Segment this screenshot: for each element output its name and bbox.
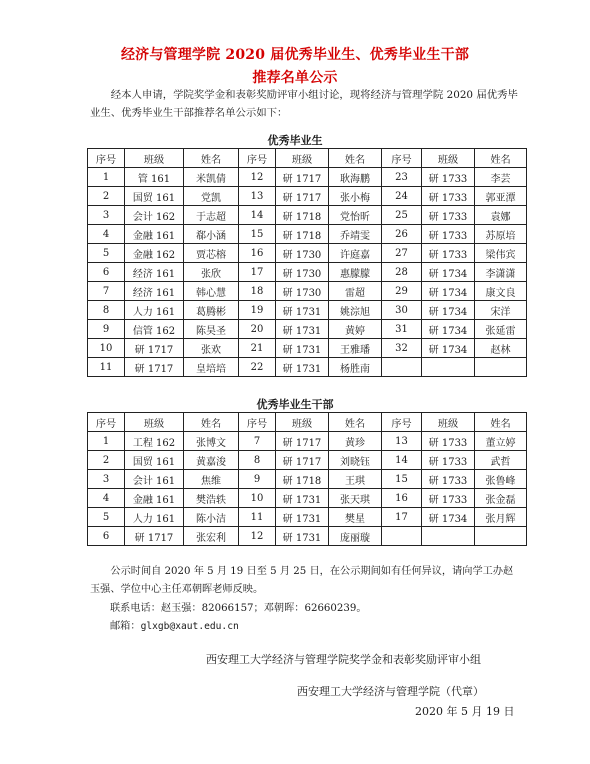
email-address: glxgb@xaut.edu.cn (140, 621, 239, 632)
table-row (88, 451, 527, 470)
table-cell: 31 (382, 320, 422, 339)
table-cell: 15 (239, 225, 276, 244)
table-cell: 苏原培 (475, 225, 527, 244)
table-cell (475, 358, 527, 377)
table-row (88, 320, 527, 339)
column-header: 序号 (382, 413, 422, 432)
table-cell: 张宏利 (184, 527, 239, 546)
table-cell: 张小梅 (329, 187, 382, 206)
table-cell: 1 (88, 168, 125, 187)
table-cell: 27 (382, 244, 422, 263)
table-row (88, 358, 527, 377)
table-cell: 研 1731 (276, 508, 329, 527)
table-cell: 5 (88, 508, 125, 527)
table-cell: 29 (382, 282, 422, 301)
column-header: 序号 (88, 149, 125, 168)
table-cell: 21 (239, 339, 276, 358)
table-cell: 12 (239, 168, 276, 187)
table-cell: 研 1717 (125, 339, 184, 358)
table-cell: 王雅璠 (329, 339, 382, 358)
table-row (88, 187, 527, 206)
table-cell: 于志超 (184, 206, 239, 225)
contact-phone: 联系电话：赵玉强：82066157；邓朝晖：62660239。 (110, 603, 367, 614)
column-header: 姓名 (329, 149, 382, 168)
table-cell: 研 1733 (422, 225, 475, 244)
table-cell: 葛腾彬 (184, 301, 239, 320)
table-cell: 雷超 (329, 282, 382, 301)
table-cell: 研 1733 (422, 489, 475, 508)
table-cell: 8 (239, 451, 276, 470)
table-row (88, 225, 527, 244)
table-cell: 黄婷 (329, 320, 382, 339)
table-cell: 王琪 (329, 470, 382, 489)
table-cell: 米凯倩 (184, 168, 239, 187)
table-cell: 宋洋 (475, 301, 527, 320)
table-cell: 樊浩轶 (184, 489, 239, 508)
column-header: 班级 (276, 413, 329, 432)
table-cell: 韩心慧 (184, 282, 239, 301)
table-cell: 研 1717 (276, 168, 329, 187)
table-cell: 金融 161 (125, 225, 184, 244)
table-cell: 庞丽璇 (329, 527, 382, 546)
intro-paragraph: 经本人申请，学院奖学金和表彰奖励评审小组讨论，现将经济与管理学院 2020 届优秀毕业生、优秀毕业生干部推荐名单公示如下： (90, 89, 518, 119)
table-cell: 工程 162 (125, 432, 184, 451)
signature-date: 2020 年 5 月 19 日 (415, 705, 515, 718)
table-cell: 金融 162 (125, 244, 184, 263)
column-header: 序号 (239, 149, 276, 168)
table-cell: 9 (239, 470, 276, 489)
table-cell: 研 1733 (422, 244, 475, 263)
table-cell: 信管 162 (125, 320, 184, 339)
table-row (88, 263, 527, 282)
table-cell: 焦维 (184, 470, 239, 489)
signature-committee: 西安理工大学经济与管理学院奖学金和表彰奖励评审小组 (206, 653, 481, 666)
table-row (88, 432, 527, 451)
table-cell: 2 (88, 451, 125, 470)
table-cell: 人力 161 (125, 508, 184, 527)
table-cell: 20 (239, 320, 276, 339)
table2-caption: 优秀毕业生干部 (256, 398, 334, 411)
column-header: 姓名 (475, 413, 527, 432)
table-cell: 研 1717 (276, 432, 329, 451)
table-cell (382, 527, 422, 546)
table-cell: 研 1733 (422, 187, 475, 206)
table-cell: 黄嘉浚 (184, 451, 239, 470)
table-cell: 研 1731 (276, 320, 329, 339)
column-header: 班级 (125, 149, 184, 168)
table-cell: 研 1718 (276, 225, 329, 244)
table-row (88, 508, 527, 527)
table-row (88, 282, 527, 301)
table-cell: 13 (382, 432, 422, 451)
table-cell (475, 527, 527, 546)
column-header: 姓名 (184, 149, 239, 168)
table-cell: 23 (382, 168, 422, 187)
table-cell: 研 1730 (276, 244, 329, 263)
table-cell: 研 1731 (276, 358, 329, 377)
notice-paragraph: 公示时间自 2020 年 5 月 19 日至 5 月 25 日，在公示期间如有任何异议，请向学工办赵玉强、学位中心主任邓朝晖老师反映。 (90, 566, 514, 595)
table-cell: 研 1730 (276, 282, 329, 301)
table-cell: 张延雷 (475, 320, 527, 339)
table-cell: 14 (239, 206, 276, 225)
table-cell: 3 (88, 206, 125, 225)
column-header: 序号 (88, 413, 125, 432)
table-cell (382, 358, 422, 377)
table-cell: 耿海鹏 (329, 168, 382, 187)
table-cell: 会计 161 (125, 470, 184, 489)
table-cell: 研 1734 (422, 282, 475, 301)
table-cell: 研 1733 (422, 432, 475, 451)
table-cell: 4 (88, 489, 125, 508)
table-cell: 12 (239, 527, 276, 546)
table-cell: 李芸 (475, 168, 527, 187)
table-cell: 7 (239, 432, 276, 451)
table-cell: 2 (88, 187, 125, 206)
table-header-row (88, 413, 527, 432)
table-cell: 贾芯榕 (184, 244, 239, 263)
table-cell: 4 (88, 225, 125, 244)
table-cell: 研 1717 (276, 187, 329, 206)
table-cell: 研 1734 (422, 339, 475, 358)
table-cell: 武哲 (475, 451, 527, 470)
table-cell: 6 (88, 263, 125, 282)
table-cell: 19 (239, 301, 276, 320)
table-cell: 32 (382, 339, 422, 358)
table-cell: 11 (239, 508, 276, 527)
table-cell: 研 1733 (422, 470, 475, 489)
column-header: 序号 (382, 149, 422, 168)
table-cell: 金融 161 (125, 489, 184, 508)
table-cell: 16 (239, 244, 276, 263)
contact-email (110, 617, 239, 632)
table-cell: 袁娜 (475, 206, 527, 225)
table-cell: 国贸 161 (125, 451, 184, 470)
table-cell: 张月辉 (475, 508, 527, 527)
table-cell (422, 358, 475, 377)
table-cell: 姚淙旭 (329, 301, 382, 320)
column-header: 姓名 (475, 149, 527, 168)
table-cell: 30 (382, 301, 422, 320)
table-cell: 13 (239, 187, 276, 206)
table-cell: 研 1731 (276, 339, 329, 358)
table-row (88, 527, 527, 546)
table-header-row (88, 149, 527, 168)
column-header: 序号 (239, 413, 276, 432)
column-header: 姓名 (329, 413, 382, 432)
signature-school: 西安理工大学经济与管理学院（代章） (297, 685, 484, 698)
table-cell: 研 1717 (125, 358, 184, 377)
table-cell: 管 161 (125, 168, 184, 187)
table-cell: 24 (382, 187, 422, 206)
graduate-cadres-table (87, 412, 527, 546)
table-cell: 6 (88, 527, 125, 546)
table1-caption: 优秀毕业生 (267, 134, 323, 147)
table-cell: 党怡昕 (329, 206, 382, 225)
table-cell: 研 1733 (422, 206, 475, 225)
table-cell: 10 (88, 339, 125, 358)
outstanding-graduates-table (87, 148, 527, 377)
table-cell: 经济 161 (125, 282, 184, 301)
column-header: 班级 (422, 413, 475, 432)
table-row (88, 206, 527, 225)
table-row (88, 339, 527, 358)
table-cell: 康文良 (475, 282, 527, 301)
table-cell: 经济 161 (125, 263, 184, 282)
table-cell: 研 1734 (422, 263, 475, 282)
table-cell: 26 (382, 225, 422, 244)
column-header: 姓名 (184, 413, 239, 432)
column-header: 班级 (276, 149, 329, 168)
table-cell (422, 527, 475, 546)
table-cell: 3 (88, 470, 125, 489)
table-cell: 研 1731 (276, 301, 329, 320)
table-cell: 25 (382, 206, 422, 225)
table-cell: 18 (239, 282, 276, 301)
table-cell: 梁伟宾 (475, 244, 527, 263)
table-cell: 乔靖雯 (329, 225, 382, 244)
table-cell: 张金磊 (475, 489, 527, 508)
table-cell: 李潇潇 (475, 263, 527, 282)
table-cell: 14 (382, 451, 422, 470)
table-cell: 研 1734 (422, 301, 475, 320)
table-cell: 黄珍 (329, 432, 382, 451)
table-cell: 人力 161 (125, 301, 184, 320)
table-cell: 张欣 (184, 263, 239, 282)
table-cell: 8 (88, 301, 125, 320)
document-subtitle: 推荐名单公示 (252, 70, 338, 86)
table-cell: 研 1717 (125, 527, 184, 546)
table-cell: 会计 162 (125, 206, 184, 225)
table-cell: 杨胜南 (329, 358, 382, 377)
table-cell: 郭亚潭 (475, 187, 527, 206)
table-cell: 17 (239, 263, 276, 282)
table-row (88, 168, 527, 187)
table-cell: 研 1734 (422, 508, 475, 527)
column-header: 班级 (125, 413, 184, 432)
table-cell: 研 1731 (276, 527, 329, 546)
table-cell: 国贸 161 (125, 187, 184, 206)
table-cell: 9 (88, 320, 125, 339)
table-cell: 张鲁峰 (475, 470, 527, 489)
table-cell: 15 (382, 470, 422, 489)
table-row (88, 301, 527, 320)
table-cell: 研 1730 (276, 263, 329, 282)
document-title: 经济与管理学院 2020 届优秀毕业生、优秀毕业生干部 (120, 47, 470, 63)
table-cell: 10 (239, 489, 276, 508)
table-row (88, 489, 527, 508)
table-cell: 郗小涵 (184, 225, 239, 244)
table-cell: 张博文 (184, 432, 239, 451)
table-cell: 1 (88, 432, 125, 451)
table-cell: 赵林 (475, 339, 527, 358)
table-cell: 皇培培 (184, 358, 239, 377)
table-cell: 22 (239, 358, 276, 377)
table-row (88, 470, 527, 489)
table-cell: 研 1718 (276, 206, 329, 225)
table-cell: 5 (88, 244, 125, 263)
table-cell: 党凯 (184, 187, 239, 206)
table-cell: 刘晓钰 (329, 451, 382, 470)
table-cell: 28 (382, 263, 422, 282)
table-cell: 研 1718 (276, 470, 329, 489)
table-cell: 17 (382, 508, 422, 527)
table-cell: 研 1733 (422, 168, 475, 187)
table-cell: 研 1734 (422, 320, 475, 339)
table-cell: 董立婷 (475, 432, 527, 451)
table-cell: 许庭嘉 (329, 244, 382, 263)
table-cell: 张欢 (184, 339, 239, 358)
table-cell: 11 (88, 358, 125, 377)
table-cell: 陈昊圣 (184, 320, 239, 339)
table-cell: 陈小洁 (184, 508, 239, 527)
table-cell: 16 (382, 489, 422, 508)
table-cell: 7 (88, 282, 125, 301)
column-header: 班级 (422, 149, 475, 168)
table-cell: 樊星 (329, 508, 382, 527)
table-cell: 研 1717 (276, 451, 329, 470)
email-label: 邮箱： (110, 621, 141, 632)
table-row (88, 244, 527, 263)
table-cell: 张天琪 (329, 489, 382, 508)
table-cell: 研 1733 (422, 451, 475, 470)
table-cell: 惠朦朦 (329, 263, 382, 282)
table-cell: 研 1731 (276, 489, 329, 508)
